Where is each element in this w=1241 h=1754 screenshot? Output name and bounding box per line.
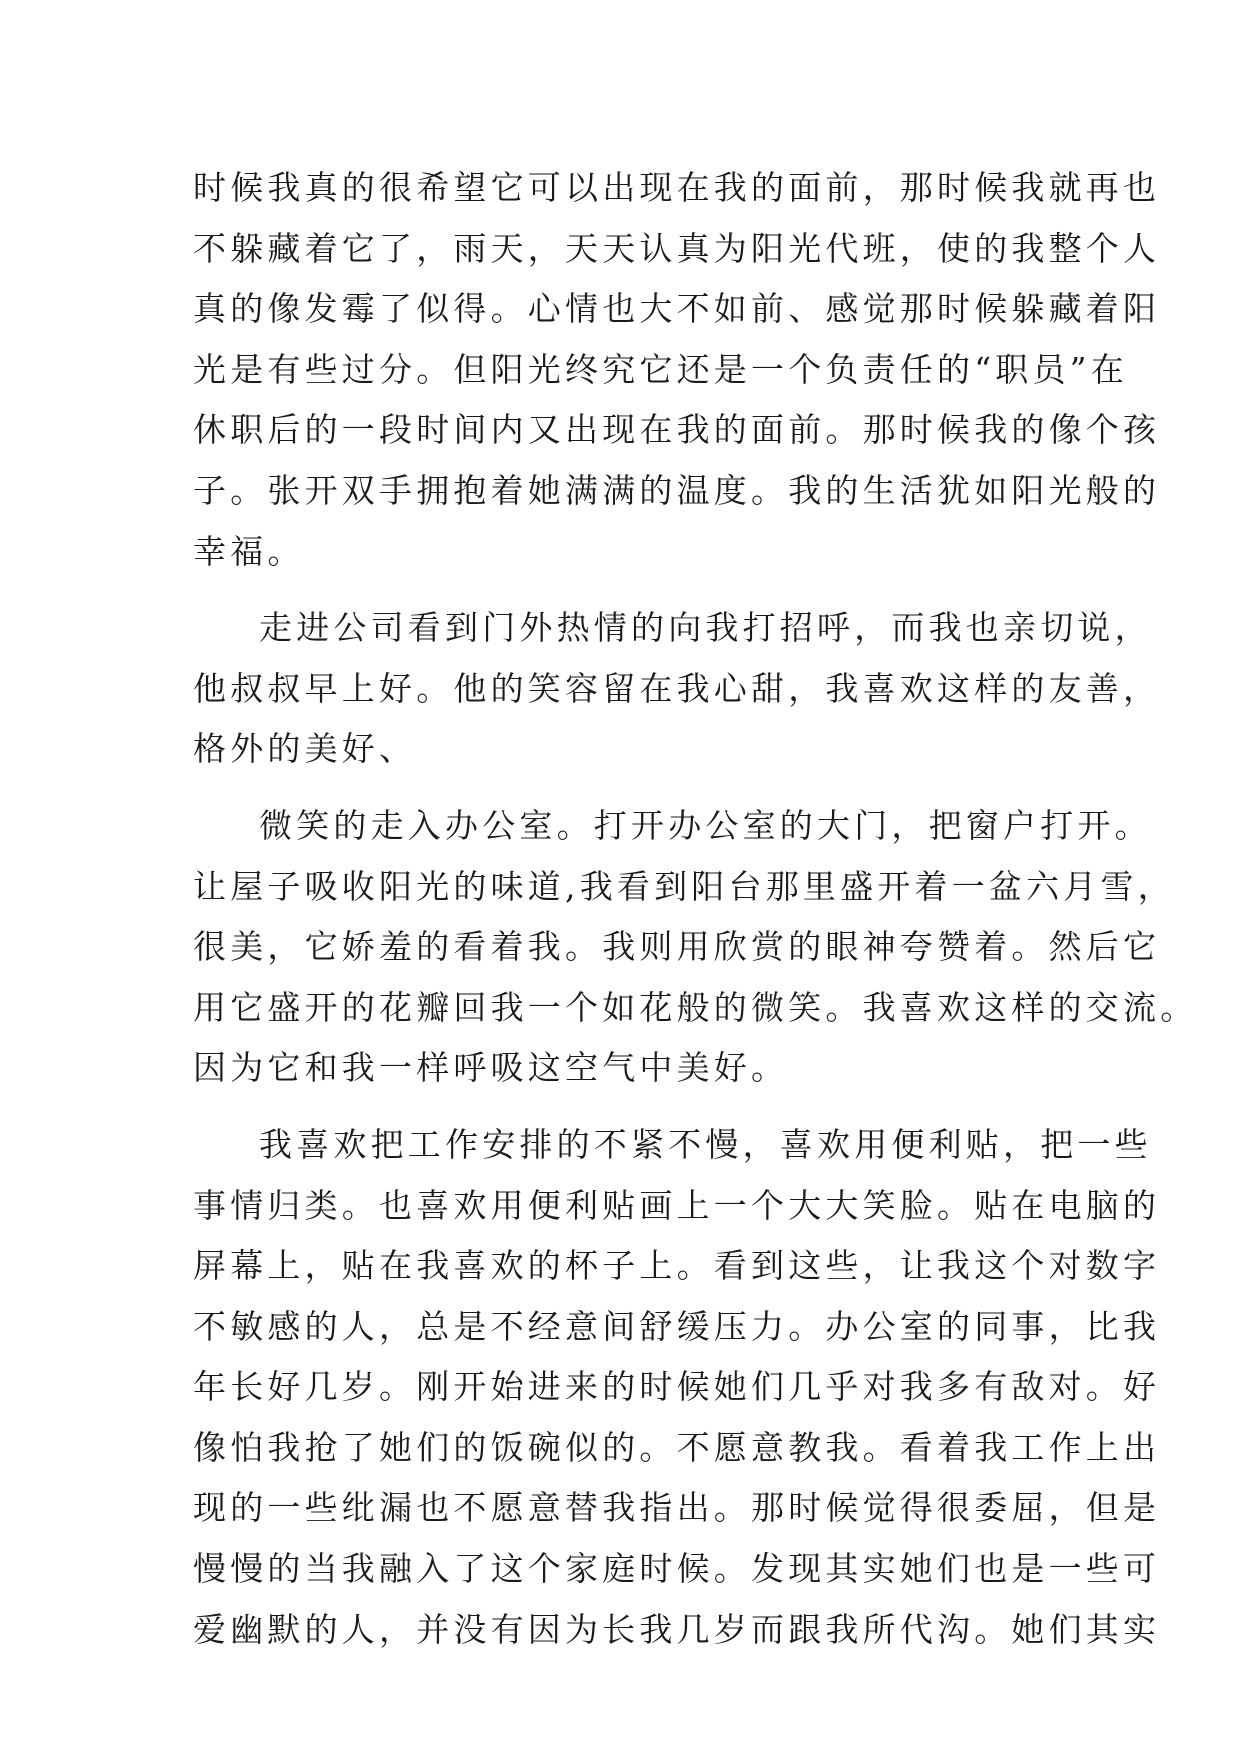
text-line: 屏幕上，贴在我喜欢的杯子上。看到这些，让我这个对数字 <box>193 1246 1161 1286</box>
text-line: 微笑的走入办公室。打开办公室的大门，把窗户打开。 <box>259 805 1152 845</box>
text-line: 格外的美好、 <box>193 729 417 769</box>
text-line: 年长好几岁。刚开始进来的时候她们几乎对我多有敌对。好 <box>193 1367 1161 1407</box>
text-line: 休职后的一段时间内又出现在我的面前。那时候我的像个孩 <box>193 410 1161 450</box>
text-line: 幸福。 <box>193 531 305 571</box>
text-line: 真的像发霉了似得。心情也大不如前、感觉那时候躲藏着阳 <box>193 289 1161 329</box>
text-line: 慢慢的当我融入了这个家庭时候。发现其实她们也是一些可 <box>193 1549 1161 1589</box>
text-line: 不躲藏着它了，雨天，天天认真为阳光代班，使的我整个人 <box>193 228 1161 268</box>
text-line: 他叔叔早上好。他的笑容留在我心甜，我喜欢这样的友善， <box>193 668 1161 708</box>
text-line: 很美，它娇羞的看着我。我则用欣赏的眼神夸赞着。然后它 <box>193 927 1161 967</box>
text-line: 时候我真的很希望它可以出现在我的面前，那时候我就再也 <box>193 168 1161 207</box>
text-line: 走进公司看到门外热情的向我打招呼，而我也亲切说， <box>259 608 1152 648</box>
text-line: 让屋子吸收阳光的味道,我看到阳台那里盛开着一盆六月雪， <box>193 866 1175 906</box>
text-line: 因为它和我一样呼吸这空气中美好。 <box>193 1048 789 1088</box>
text-line: 现的一些纰漏也不愿意替我指出。那时候觉得很委屈，但是 <box>193 1488 1161 1528</box>
text-line: 光是有些过分。但阳光终究它还是一个负责任的“职员”在 <box>193 349 1128 389</box>
text-line: 用它盛开的花瓣回我一个如花般的微笑。我喜欢这样的交流。 <box>193 987 1198 1027</box>
paragraph-2 <box>193 598 1161 780</box>
text-line: 子。张开双手拥抱着她满满的温度。我的生活犹如阳光般的 <box>193 470 1161 510</box>
body-text <box>193 158 1198 1660</box>
text-line: 像怕我抢了她们的饭碗似的。不愿意教我。看着我工作上出 <box>193 1427 1161 1467</box>
text-line: 爱幽默的人，并没有因为长我几岁而跟我所代沟。她们其实 <box>193 1609 1161 1649</box>
text-line: 我喜欢把工作安排的不紧不慢，喜欢用便利贴，把一些 <box>259 1124 1152 1164</box>
text-line: 事情归类。也喜欢用便利贴画上一个大大笑脸。贴在电脑的 <box>193 1185 1161 1225</box>
paragraph-3 <box>193 796 1198 1099</box>
paragraph-1 <box>193 158 1161 582</box>
paragraph-4 <box>193 1115 1161 1660</box>
text-line: 不敏感的人，总是不经意间舒缓压力。办公室的同事，比我 <box>193 1306 1161 1346</box>
